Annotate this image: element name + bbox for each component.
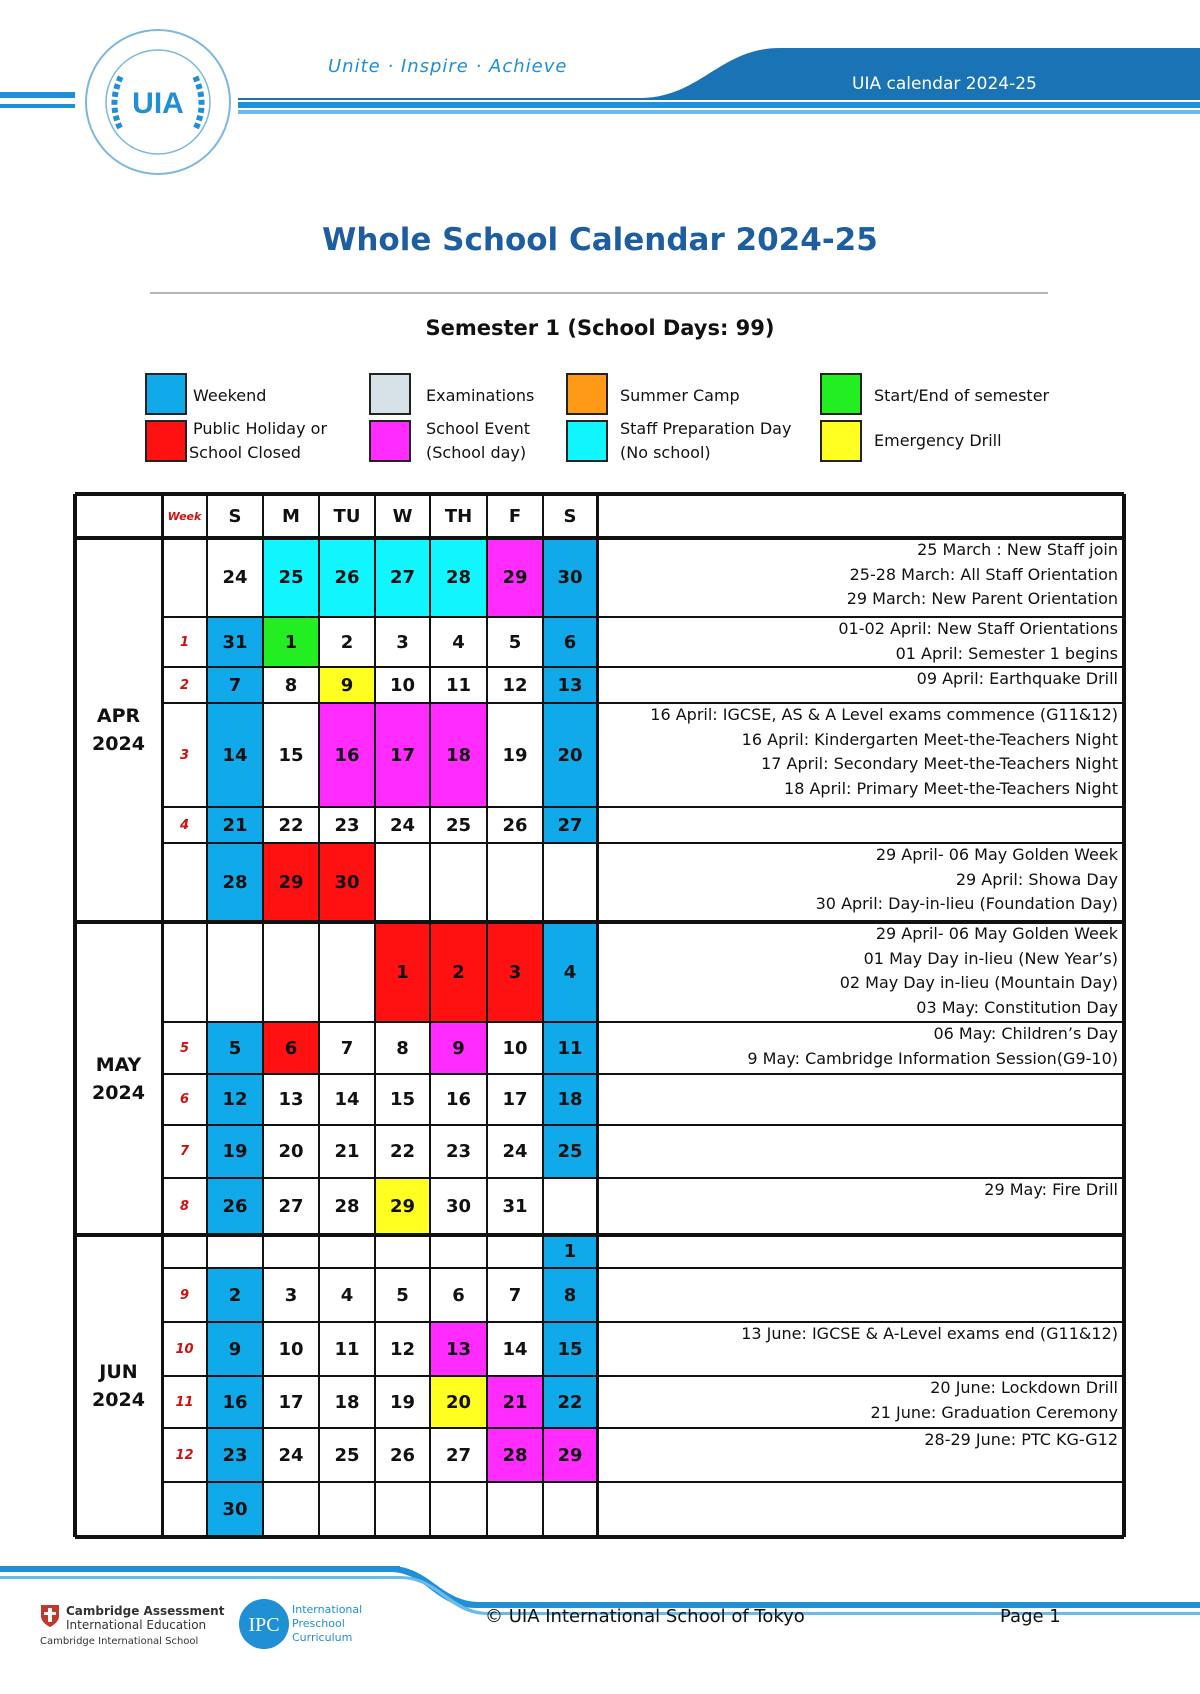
day-cell: 12 bbox=[389, 1338, 416, 1360]
day-cell: 22 bbox=[389, 1141, 416, 1162]
cambridge-line-2: International Education bbox=[66, 1618, 207, 1632]
cambridge-logo bbox=[40, 1604, 225, 1647]
event-line: 03 May: Constitution Day bbox=[916, 997, 1118, 1017]
day-cell: 21 bbox=[207, 807, 263, 843]
day-cell: 30 bbox=[445, 1196, 472, 1217]
day-cell: 30 bbox=[207, 1482, 263, 1537]
events-cell bbox=[597, 1376, 1124, 1428]
day-cell: 2 bbox=[340, 631, 354, 653]
event-line: 28-29 June: PTC KG-G12 bbox=[924, 1430, 1118, 1449]
grid-line bbox=[262, 494, 264, 1537]
grid-line bbox=[162, 1177, 1124, 1179]
day-cell: 21 bbox=[334, 1141, 360, 1162]
event-line: 21 June: Graduation Ceremony bbox=[870, 1402, 1118, 1422]
grid-line bbox=[162, 1021, 1124, 1023]
month-year: 2024 bbox=[92, 1389, 145, 1411]
day-cell: 11 bbox=[543, 1022, 597, 1074]
day-cell: 14 bbox=[334, 1089, 360, 1110]
legend-label-staffprep-2: (No school) bbox=[620, 443, 711, 462]
events-cell bbox=[597, 1482, 1124, 1537]
title-divider bbox=[150, 292, 1048, 294]
day-cell: 20 bbox=[278, 1141, 304, 1162]
day-cell: 28 bbox=[334, 1196, 360, 1217]
event-line: 9 May: Cambridge Information Session(G9-10) bbox=[747, 1048, 1118, 1068]
legend-swatch-exam bbox=[369, 373, 411, 415]
cambridge-line-3: Cambridge International School bbox=[40, 1636, 199, 1647]
day-cell: 25 bbox=[263, 538, 319, 617]
event-line: 29 April: Showa Day bbox=[955, 869, 1118, 889]
event-line: 29 April- 06 May Golden Week bbox=[875, 924, 1118, 943]
legend-label-staffprep-1: Staff Preparation Day bbox=[620, 419, 792, 438]
day-cell: 11 bbox=[445, 674, 472, 696]
day-cell: 11 bbox=[334, 1338, 360, 1360]
day-cell: 1 bbox=[375, 922, 430, 1022]
day-cell: 23 bbox=[207, 1428, 263, 1482]
day-cell: 12 bbox=[207, 1074, 263, 1125]
day-cell: 8 bbox=[396, 1037, 409, 1059]
day-cell: 25 bbox=[445, 814, 472, 836]
legend-label-event-1: School Event bbox=[426, 419, 531, 438]
legend-swatch-weekend bbox=[145, 373, 187, 415]
event-line: 17 April: Secondary Meet-the-Teachers Night bbox=[761, 754, 1118, 773]
day-cell: 9 bbox=[207, 1322, 263, 1376]
day-cell: 2 bbox=[430, 922, 487, 1022]
day-cell: 18 bbox=[430, 703, 487, 807]
day-cell: 13 bbox=[430, 1322, 487, 1376]
grid-line bbox=[162, 806, 1124, 808]
events-cell bbox=[597, 1178, 1124, 1235]
day-cell: 20 bbox=[430, 1376, 487, 1428]
grid-line bbox=[162, 1427, 1124, 1429]
day-cell: 14 bbox=[207, 703, 263, 807]
day-cell: 7 bbox=[508, 1284, 522, 1306]
grid-line bbox=[162, 1124, 1124, 1126]
day-cell: 29 bbox=[487, 538, 543, 617]
grid-line bbox=[374, 494, 376, 1537]
day-cell: 1 bbox=[263, 617, 319, 667]
events-cell bbox=[597, 1125, 1124, 1178]
day-cell: 7 bbox=[340, 1037, 354, 1059]
day-cell: 28 bbox=[430, 538, 487, 617]
month-year: 2024 bbox=[92, 1081, 145, 1104]
grid-line bbox=[542, 494, 544, 1537]
day-header-4: TH bbox=[444, 505, 473, 527]
legend-swatch-start bbox=[820, 373, 862, 415]
day-cell: 28 bbox=[207, 843, 263, 922]
day-cell: 3 bbox=[487, 922, 543, 1022]
grid-line bbox=[75, 1535, 1124, 1539]
day-cell: 27 bbox=[445, 1444, 472, 1466]
events-cell bbox=[597, 1235, 1124, 1268]
day-header-6: S bbox=[563, 505, 577, 527]
grid-line bbox=[75, 1233, 1124, 1237]
semester-heading: Semester 1 (School Days: 99) bbox=[425, 316, 775, 340]
page-number: Page 1 bbox=[1000, 1606, 1061, 1627]
copyright: © UIA International School of Tokyo bbox=[485, 1606, 805, 1627]
day-cell: 16 bbox=[319, 703, 375, 807]
day-cell: 14 bbox=[502, 1338, 528, 1360]
day-cell: 5 bbox=[207, 1022, 263, 1074]
event-line: 29 April- 06 May Golden Week bbox=[875, 845, 1118, 864]
day-cell: 3 bbox=[396, 631, 409, 653]
week-number: 11 bbox=[175, 1394, 194, 1410]
event-line: 06 May: Children’s Day bbox=[933, 1024, 1118, 1043]
event-line: 16 April: IGCSE, AS & A Level exams commence (G11&12) bbox=[650, 705, 1118, 724]
day-cell: 26 bbox=[319, 538, 375, 617]
svg-text:UIA: UIA bbox=[132, 87, 184, 120]
day-header-1: M bbox=[282, 505, 300, 527]
event-line: 29 March: New Parent Orientation bbox=[846, 589, 1118, 608]
page-title: Whole School Calendar 2024-25 bbox=[322, 222, 878, 258]
day-cell: 5 bbox=[396, 1284, 409, 1306]
week-number: 7 bbox=[179, 1144, 190, 1159]
event-line: 29 May: Fire Drill bbox=[984, 1180, 1118, 1199]
legend-label-event-2: (School day) bbox=[426, 443, 527, 462]
day-cell: 23 bbox=[445, 1141, 472, 1162]
day-header-0: S bbox=[228, 505, 242, 527]
week-number: 5 bbox=[179, 1040, 190, 1056]
week-number: 6 bbox=[179, 1092, 190, 1107]
day-cell: 16 bbox=[445, 1089, 472, 1110]
grid-line bbox=[318, 494, 320, 1537]
day-cell: 26 bbox=[502, 814, 528, 836]
week-number: 8 bbox=[179, 1199, 190, 1214]
day-cell: 9 bbox=[430, 1022, 487, 1074]
day-cell: 5 bbox=[508, 631, 522, 653]
week-number: 9 bbox=[179, 1287, 190, 1303]
day-cell: 8 bbox=[284, 674, 298, 696]
grid-line bbox=[162, 842, 1124, 844]
day-cell: 15 bbox=[389, 1089, 416, 1110]
day-cell: 16 bbox=[207, 1376, 263, 1428]
events-cell bbox=[597, 1022, 1124, 1074]
day-cell: 2 bbox=[207, 1268, 263, 1322]
day-cell: 24 bbox=[278, 1444, 304, 1466]
grid-line bbox=[162, 1321, 1124, 1323]
grid-line bbox=[162, 702, 1124, 704]
legend-label-drill: Emergency Drill bbox=[874, 431, 1002, 450]
legend-label-holiday-2: School Closed bbox=[189, 443, 301, 462]
day-cell: 27 bbox=[278, 1196, 304, 1217]
day-cell: 29 bbox=[375, 1178, 430, 1235]
grid-line bbox=[162, 666, 1124, 668]
legend-label-start: Start/End of semester bbox=[874, 386, 1050, 405]
day-cell: 13 bbox=[543, 667, 597, 703]
event-line: 25 March : New Staff join bbox=[917, 540, 1118, 559]
events-cell bbox=[597, 843, 1124, 922]
event-line: 09 April: Earthquake Drill bbox=[916, 669, 1118, 688]
events-cell bbox=[597, 1268, 1124, 1322]
legend-label-holiday-1: Public Holiday or bbox=[193, 419, 328, 438]
ipc-logo-icon bbox=[238, 1598, 290, 1650]
day-cell: 30 bbox=[543, 538, 597, 617]
event-line: 01 April: Semester 1 begins bbox=[895, 643, 1118, 663]
grid-line bbox=[75, 536, 1124, 540]
day-cell: 30 bbox=[319, 843, 375, 922]
week-number: 1 bbox=[179, 634, 190, 650]
ipc-text bbox=[292, 1603, 362, 1645]
day-cell: 26 bbox=[207, 1178, 263, 1235]
week-number: 12 bbox=[175, 1447, 194, 1463]
day-cell: 24 bbox=[502, 1141, 528, 1162]
month-name: MAY bbox=[95, 1053, 142, 1076]
events-cell bbox=[597, 922, 1124, 1022]
ipc-line-1: International bbox=[292, 1603, 363, 1616]
day-cell: 13 bbox=[278, 1089, 304, 1110]
events-cell bbox=[597, 667, 1124, 703]
grid-line bbox=[429, 494, 431, 1537]
day-cell: 19 bbox=[207, 1125, 263, 1178]
week-number: 10 bbox=[175, 1341, 194, 1357]
legend-swatch-staffprep bbox=[566, 420, 608, 462]
grid-line bbox=[162, 1481, 1124, 1483]
events-cell bbox=[597, 538, 1124, 617]
grid-line bbox=[206, 494, 208, 1537]
month-name: JUN bbox=[99, 1361, 138, 1383]
event-line: 30 April: Day-in-lieu (Foundation Day) bbox=[815, 894, 1118, 913]
cambridge-line-1: Cambridge Assessment bbox=[66, 1604, 225, 1618]
month-label bbox=[75, 538, 162, 922]
day-cell: 4 bbox=[340, 1284, 354, 1306]
week-number: 2 bbox=[179, 677, 190, 693]
legend-label-summer: Summer Camp bbox=[620, 386, 740, 405]
day-cell: 6 bbox=[543, 617, 597, 667]
ipc-line-2: Preschool bbox=[292, 1617, 345, 1630]
event-line: 01 May Day in-lieu (New Year’s) bbox=[863, 948, 1118, 968]
day-cell: 6 bbox=[263, 1022, 319, 1074]
grid-line bbox=[162, 1375, 1124, 1377]
day-cell: 19 bbox=[389, 1391, 416, 1413]
day-cell: 26 bbox=[389, 1444, 416, 1466]
grid-line bbox=[73, 494, 77, 1537]
event-line: 16 April: Kindergarten Meet-the-Teachers Night bbox=[741, 729, 1118, 749]
grid-line bbox=[162, 1073, 1124, 1075]
day-cell: 1 bbox=[543, 1235, 597, 1268]
event-line: 01-02 April: New Staff Orientations bbox=[838, 619, 1118, 638]
document-label: UIA calendar 2024-25 bbox=[852, 74, 1037, 94]
day-cell: 27 bbox=[375, 538, 430, 617]
day-cell: 15 bbox=[543, 1322, 597, 1376]
legend-swatch-drill bbox=[820, 420, 862, 462]
day-cell: 22 bbox=[278, 814, 304, 836]
grid-line bbox=[162, 1267, 1124, 1269]
day-cell: 23 bbox=[334, 814, 360, 836]
month-year: 2024 bbox=[92, 733, 145, 755]
week-number: 4 bbox=[179, 817, 190, 833]
day-cell: 7 bbox=[207, 667, 263, 703]
grid-line bbox=[75, 920, 1124, 924]
header-banner bbox=[0, 0, 1200, 190]
events-cell bbox=[597, 703, 1124, 807]
day-cell: 31 bbox=[207, 617, 263, 667]
event-line: 18 April: Primary Meet-the-Teachers Night bbox=[784, 778, 1118, 798]
day-cell: 4 bbox=[452, 631, 465, 653]
day-header-3: W bbox=[392, 505, 413, 527]
day-cell: 29 bbox=[543, 1428, 597, 1482]
week-number: 3 bbox=[179, 747, 190, 763]
grid-line bbox=[1122, 494, 1126, 1537]
day-cell: 28 bbox=[487, 1428, 543, 1482]
legend-label-exam: Examinations bbox=[426, 386, 535, 405]
ipc-line-3: Curriculum bbox=[292, 1631, 353, 1644]
day-cell: 25 bbox=[334, 1444, 360, 1466]
legend-swatch-event bbox=[369, 420, 411, 462]
day-header-2: TU bbox=[333, 505, 361, 527]
school-logo bbox=[86, 30, 230, 174]
day-cell: 8 bbox=[543, 1268, 597, 1322]
svg-text:IPC: IPC bbox=[248, 1614, 280, 1636]
event-line: 25-28 March: All Staff Orientation bbox=[849, 564, 1118, 584]
month-label bbox=[75, 1235, 162, 1537]
day-cell: 17 bbox=[375, 703, 430, 807]
day-cell: 25 bbox=[543, 1125, 597, 1178]
day-cell: 19 bbox=[502, 744, 528, 766]
grid-line bbox=[162, 616, 1124, 618]
day-cell: 4 bbox=[543, 922, 597, 1022]
grid-line bbox=[161, 494, 164, 1537]
month-name: APR bbox=[96, 705, 141, 727]
day-cell: 12 bbox=[502, 674, 528, 696]
day-cell: 29 bbox=[263, 843, 319, 922]
day-cell: 10 bbox=[502, 1037, 528, 1059]
day-cell: 24 bbox=[389, 814, 416, 836]
legend-swatch-holiday bbox=[145, 420, 187, 462]
day-cell: 22 bbox=[543, 1376, 597, 1428]
motto: Unite · Inspire · Achieve bbox=[328, 56, 568, 77]
day-header-5: F bbox=[508, 505, 522, 527]
month-label bbox=[75, 922, 162, 1235]
cambridge-shield-icon bbox=[40, 1604, 60, 1628]
legend-swatch-summer bbox=[566, 373, 608, 415]
day-cell: 21 bbox=[487, 1376, 543, 1428]
day-cell: 15 bbox=[278, 744, 304, 766]
day-cell: 27 bbox=[543, 807, 597, 843]
events-cell bbox=[597, 1428, 1124, 1482]
day-cell: 24 bbox=[222, 567, 248, 588]
day-cell: 18 bbox=[334, 1391, 360, 1413]
event-line: 13 June: IGCSE & A-Level exams end (G11&12) bbox=[741, 1324, 1118, 1343]
grid-line bbox=[596, 494, 599, 1537]
grid-line bbox=[486, 494, 488, 1537]
day-cell: 31 bbox=[502, 1196, 528, 1217]
day-cell: 17 bbox=[502, 1089, 528, 1110]
events-cell bbox=[597, 617, 1124, 667]
day-cell: 3 bbox=[284, 1284, 298, 1306]
day-cell: 10 bbox=[278, 1338, 304, 1360]
day-cell: 20 bbox=[543, 703, 597, 807]
day-cell: 6 bbox=[452, 1284, 465, 1306]
event-line: 20 June: Lockdown Drill bbox=[930, 1378, 1118, 1397]
week-header: Week bbox=[167, 509, 202, 523]
day-cell: 9 bbox=[319, 667, 375, 703]
day-cell: 17 bbox=[278, 1391, 304, 1413]
event-line: 02 May Day in-lieu (Mountain Day) bbox=[839, 973, 1118, 992]
grid-line bbox=[75, 492, 1124, 496]
day-cell: 18 bbox=[543, 1074, 597, 1125]
day-cell: 10 bbox=[389, 674, 416, 696]
events-cell bbox=[597, 1074, 1124, 1125]
events-cell bbox=[597, 1322, 1124, 1376]
events-cell bbox=[597, 807, 1124, 843]
legend-label-weekend: Weekend bbox=[193, 386, 267, 405]
